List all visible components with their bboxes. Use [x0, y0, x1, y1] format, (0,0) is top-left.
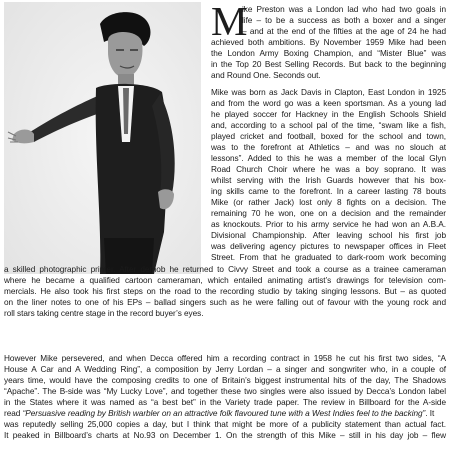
text-line: he played soccer for Hackney in the English Schools Shield — [211, 110, 446, 119]
text-line: and Round One. Seconds out. — [211, 71, 321, 80]
text-line: ike Preston was a London lad who had two goals in — [242, 5, 446, 14]
billboard-quote: “Persuasive reading by British warbler on an attractive folk flavoured tune with a West Indies feel to the backing” — [22, 409, 426, 418]
drop-cap: M — [211, 0, 248, 44]
text-line: years time, would have the composing credits to one of Britain’s biggest instrumental hits of the day, The Shadows — [4, 376, 446, 385]
text-line: where he became a qualified cartoon cameraman, which entailed animating artist’s drawings for television com- — [4, 276, 446, 285]
text-line: in the States where it was named as “a best bet” in the Variety trade paper. The review in Billboard for the A-side — [4, 398, 446, 407]
text-line: lessons”. Added to this he was a member of the local Glyn — [211, 154, 446, 163]
text-run: read — [4, 409, 23, 418]
text-line: ing skills came to the forefront. In a career lasting 78 bouts — [211, 187, 446, 196]
text-line: remaining 70 he won, one on a decision and the remainder — [211, 209, 446, 218]
text-line: roll stars taking centre stage in the record buyer’s eyes. — [4, 309, 204, 318]
text-line: a skilled photographic printer. After demob he returned to Civvy Street and took a course as a trainee cameraman — [4, 265, 446, 274]
text-line: Street. From that he graduated to dark-room work becoming — [211, 253, 446, 262]
text-line: was to the forefront at Athletics – and was no slouch at — [211, 143, 446, 152]
text-line: and from the word go was a keen sportsman. As a young lad — [211, 99, 446, 108]
text-line: However Mike persevered, and when Decca offered him a recording contract in 1958 he cut his first two sides, “A — [4, 354, 446, 363]
text-line: Mike (or rather Jack) lost only 8 fights on a decision. The — [211, 198, 446, 207]
text-line: on the liner notes to one of his EPs – ballad singers such as he were falling out of favour with the young rock and — [4, 298, 446, 307]
text-run: . It — [425, 409, 435, 418]
text-line: whilst serving with the Irish Guards however that his box- — [211, 176, 446, 185]
singer-photo — [4, 2, 201, 274]
text-line: House A Car and A Wedding Ring”, a composition by Jerry Lordan – a singer and songwriter who, in a couple of — [4, 365, 446, 374]
text-line: Divisional Championship. After leaving school his first job — [211, 231, 446, 240]
text-line: the London Army Boxing Champion, and “Mister Blue” was — [211, 49, 446, 58]
text-line: as knockouts. Prior to his army service he had won an A.B.A. — [211, 220, 446, 229]
text-line: Mike was born as Jack Davis in Clapton, East London in 1925 — [211, 88, 446, 97]
text-line: achieved both ambitions. By November 1959 Mike had been — [211, 38, 446, 47]
text-line-with-quote — [4, 408, 446, 419]
text-line: mercials. He also took his first steps on the road to the recording studio by taking singing lessons. But – as quoted — [4, 287, 446, 296]
text-line: was reputedly selling 25,000 copies a day, but I think that might be more of a publicity statement than actual fact. — [4, 420, 446, 429]
text-line: It peaked in Billboard’s charts at No.93 on December 1. On the strength of this Mike – still in his day job – flew — [4, 431, 446, 440]
text-line: life – to be a success as both a boxer and a singer — [242, 16, 446, 25]
text-line: played cricket and football, boxed for the school and town, — [211, 132, 446, 141]
text-line: Road Church Choir where he was a boy soprano. It was — [211, 165, 446, 174]
text-line: and, according to a school pal of the time, “swam like a fish, — [211, 121, 446, 130]
text-line: was delivering agency pictures to newspaper offices in Fleet — [211, 242, 446, 251]
text-line: – and at the end of the fifties at the age of 24 he had — [242, 27, 446, 36]
text-line: in the Top 20 Best Selling Records. But back to the beginning — [211, 60, 446, 69]
text-line: “Apache”. The B-side was “My Lucky Love”, and together these two singles were also issued by Decca’s London label — [4, 387, 446, 396]
